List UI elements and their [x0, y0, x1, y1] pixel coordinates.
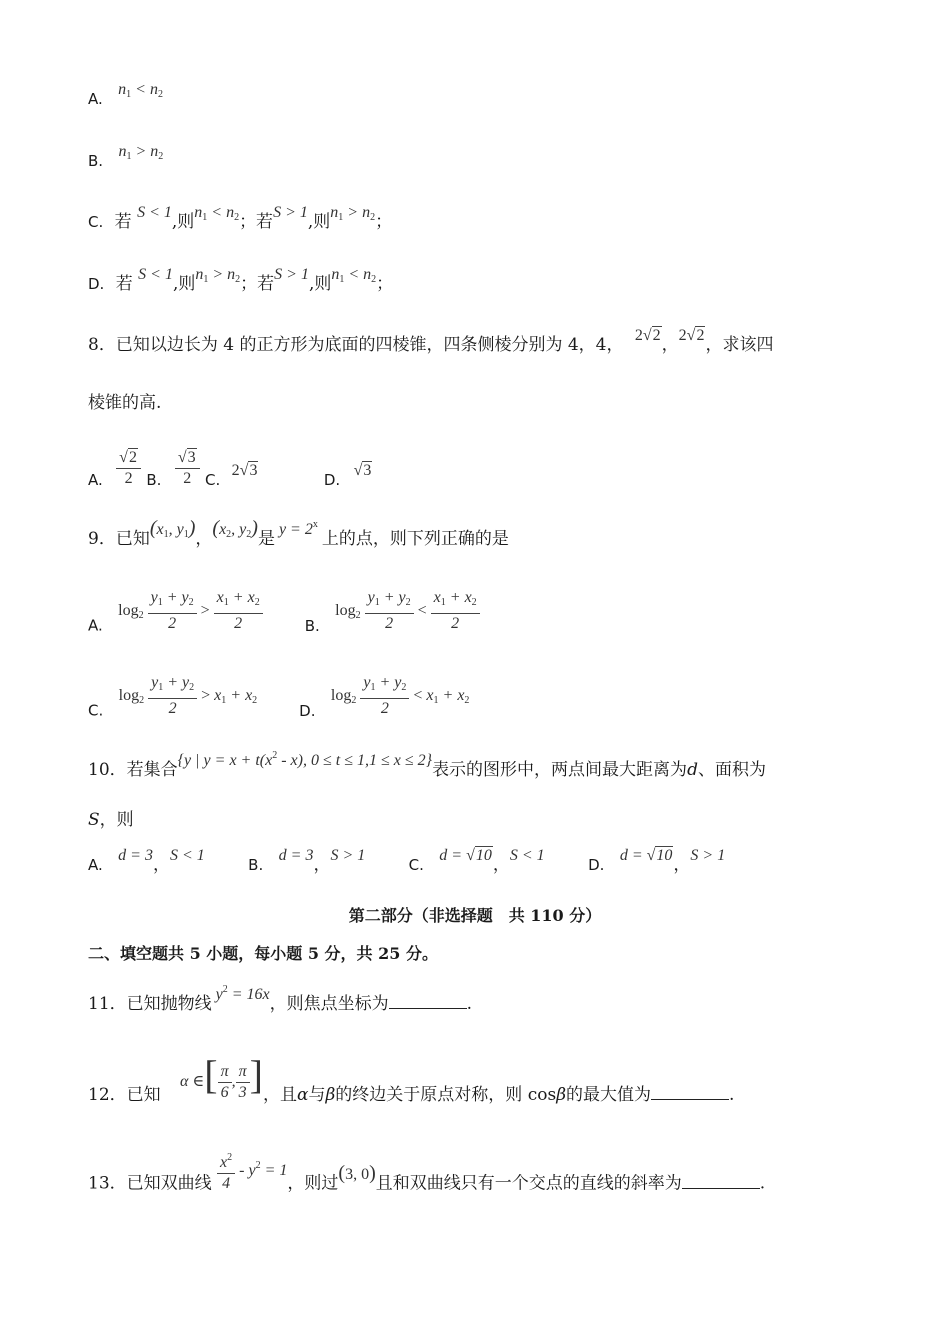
text: 10．若集合 — [88, 760, 178, 780]
math-point1: ($x_1$, $y_1$) — [149, 517, 196, 540]
text: ； — [375, 212, 393, 232]
option-label: B. — [248, 856, 264, 874]
math-option-b: $\log_2$ $\frac{y_1 + y_2}{2}$ < $\frac{x_1 + x_2}{2}$ — [335, 602, 480, 619]
text: 表示的图形中，两点间最大距离为 — [432, 760, 688, 780]
math: S < 1 — [137, 204, 172, 221]
option-label: B. — [88, 152, 104, 170]
text: ， — [673, 855, 691, 875]
math: S > 1 — [273, 204, 308, 221]
text: 11．已知抛物线 — [88, 994, 212, 1014]
math-option-a: $\log_2$ $\frac{y_1 + y_2}{2}$ > $\frac{x_1 + x_2}{2}$ — [118, 602, 267, 619]
text: ,则 — [171, 212, 195, 232]
math: $n_1 > n_2$ — [330, 204, 376, 223]
text: 与 — [308, 1085, 326, 1106]
q8-options — [88, 449, 372, 501]
var-beta: β — [556, 1085, 567, 1106]
text: 上的点，则下列正确的是 — [321, 529, 509, 549]
option-label: C. — [88, 701, 104, 720]
q10-options — [88, 847, 726, 877]
text: 12．已知 — [88, 1085, 161, 1106]
math-point2: ($x_2$, $y_2$) — [212, 517, 258, 540]
text: ,则 — [308, 274, 332, 294]
q8-stem-line1 — [88, 327, 774, 357]
option-label: A. — [88, 471, 103, 489]
q12 — [88, 1051, 735, 1117]
math: S < 1 — [138, 266, 173, 283]
math-2sqrt2: 2√2 — [634, 327, 661, 344]
math-2sqrt3: 2√3 — [231, 462, 258, 479]
var-d: d — [687, 760, 698, 780]
math: S > 1 — [274, 266, 309, 283]
text: ；若 — [240, 274, 275, 294]
text: ， — [152, 855, 170, 875]
math-y-eq-2x: $y = 2^x$ — [274, 519, 318, 538]
math-n1-lt-n2: $n_1 < n_2$ — [118, 81, 163, 100]
option-label: A. — [88, 856, 103, 874]
math: $n_1 < n_2$ — [331, 266, 377, 285]
math-option-c: $\log_2$ $\frac{y_1 + y_2}{2}$ > $x_1 + x_2$ — [118, 674, 258, 717]
text: ，则 — [99, 810, 134, 830]
text: ，求该四 — [705, 335, 774, 355]
answer-blank[interactable] — [682, 1174, 760, 1189]
option-label: C. — [408, 856, 424, 874]
option-label: D. — [299, 701, 316, 720]
option-label: D. — [88, 275, 105, 293]
math: $n_1 < n_2$ — [194, 204, 240, 223]
option-label: A. — [88, 616, 103, 635]
q7-option-d — [88, 266, 394, 301]
math: d = 3 — [118, 847, 153, 864]
text: ,则 — [172, 274, 196, 294]
math-parabola: $y^2 = 16x$ — [211, 984, 270, 1003]
text: ； — [376, 274, 394, 294]
q13 — [88, 1152, 766, 1208]
text: 8．已知以边长为 4 的正方形为底面的四棱锥，四条侧棱分别为 4，4， — [88, 335, 624, 355]
math-option-d: $\log_2$ $\frac{y_1 + y_2}{2}$ < $x_1 + x_2$ — [330, 674, 470, 717]
math-alpha-interval: α ∈[ $\frac{\pi}{6}$ , $\frac{\pi}{3}$ ] — [180, 1051, 263, 1101]
text: ，则焦点坐标为 — [269, 994, 389, 1014]
text: ， — [492, 855, 510, 875]
math-sqrt3-over-2: $\frac{√3}{2}$ — [175, 448, 200, 489]
text: ,则 — [307, 212, 331, 232]
q7-option-b — [88, 143, 164, 178]
text: ；若 — [239, 212, 274, 232]
var-s: S — [88, 810, 100, 830]
option-label: A. — [88, 90, 103, 108]
math: d = √10 — [619, 847, 673, 864]
option-label: C. — [205, 471, 221, 489]
text: ， — [313, 855, 331, 875]
text: . — [466, 994, 473, 1014]
text: 、面积为 — [697, 760, 766, 780]
q10-stem-line2 — [88, 809, 134, 831]
math: d = √10 — [439, 847, 492, 864]
text: 若 — [115, 274, 133, 294]
q11 — [88, 984, 473, 1016]
text: ，且 — [262, 1085, 297, 1106]
var-beta: β — [325, 1085, 336, 1106]
math-hyperbola: $\frac{x^2}{4}$ - $y^2 = 1$ — [217, 1162, 287, 1179]
text: 是 — [257, 529, 275, 549]
math: $n_1 > n_2$ — [195, 266, 241, 285]
option-label: C. — [88, 213, 104, 231]
option-label: B. — [146, 471, 162, 489]
text: 的终边关于原点对称，则 cos — [335, 1085, 557, 1106]
text: 9．已知 — [88, 529, 150, 549]
math-n1-gt-n2: $n_1 > n_2$ — [118, 143, 164, 162]
option-label: D. — [588, 856, 605, 874]
var-alpha: α — [296, 1085, 309, 1106]
math: S < 1 — [509, 847, 545, 864]
text: 13．已知双曲线 — [88, 1173, 212, 1194]
section-heading: 二、填空题共 5 小题，每小题 5 分，共 25 分。 — [88, 944, 438, 963]
text: 的最大值为 — [566, 1085, 652, 1106]
q9-options-ab — [88, 589, 480, 650]
math-sqrt3: √3 — [353, 462, 372, 479]
part2-heading: 第二部分（非选择题 共 110 分） — [348, 906, 602, 925]
math: S < 1 — [169, 847, 205, 864]
q10-stem-line1 — [88, 750, 766, 782]
math-set: {y | $y = x + t(x^2 - x)$, 0 ≤ t ≤ 1,1 ≤ x ≤ 2} — [177, 750, 433, 769]
option-label: D. — [323, 471, 341, 489]
q7-option-a — [88, 81, 163, 116]
q7-option-c — [88, 204, 393, 239]
math: S > 1 — [330, 847, 366, 864]
q9-options-cd — [88, 674, 470, 735]
text: 且和双曲线只有一个交点的直线的斜率为 — [375, 1173, 682, 1194]
text: ， — [661, 335, 679, 355]
math: d = 3 — [278, 847, 314, 864]
math-sqrt2-over-2: $\frac{√2}{2}$ — [116, 448, 141, 489]
math-2sqrt2: 2√2 — [678, 327, 705, 344]
q8-stem-line2: 棱锥的高. — [88, 393, 162, 413]
answer-blank[interactable] — [389, 994, 467, 1009]
text: . — [759, 1173, 766, 1194]
text: 若 — [114, 212, 132, 232]
answer-blank[interactable] — [651, 1085, 729, 1100]
text: . — [729, 1085, 735, 1106]
text: ， — [195, 529, 213, 549]
math: S > 1 — [690, 847, 726, 864]
option-label: B. — [304, 616, 320, 635]
q9-stem — [88, 517, 509, 556]
math-point-3-0: (3, 0) — [338, 1161, 376, 1184]
text: ，则过 — [287, 1173, 339, 1194]
